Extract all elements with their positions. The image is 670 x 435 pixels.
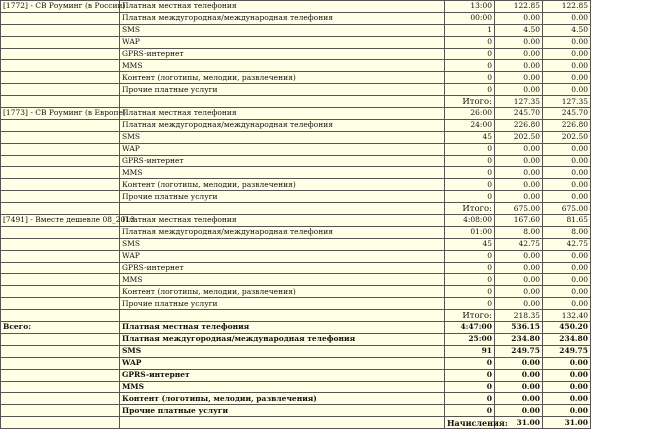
total-cell: 249.75: [543, 345, 591, 357]
total-cell: 0.00: [543, 179, 591, 191]
quantity-cell: 45: [445, 238, 495, 250]
quantity-cell: 13:00: [445, 1, 495, 13]
service-name-cell: MMS: [120, 60, 445, 72]
plan-name-cell: [1, 143, 120, 155]
table-row: [1, 72, 591, 84]
cost-cell: 245.70: [495, 108, 543, 120]
total-cell: 0.00: [543, 84, 591, 96]
plan-name-cell: [1, 226, 120, 238]
quantity-cell: 0: [445, 286, 495, 298]
total-cell: 0.00: [543, 143, 591, 155]
cost-cell: 0.00: [495, 179, 543, 191]
empty-cell: [1, 310, 120, 322]
quantity-cell: 0: [445, 262, 495, 274]
table-row: [1, 393, 591, 405]
total-cell: 0.00: [543, 60, 591, 72]
quantity-cell: 4:08:00: [445, 215, 495, 227]
table-row: [1, 12, 591, 24]
quantity-cell: 0: [445, 155, 495, 167]
cost-cell: 42.75: [495, 238, 543, 250]
service-name-cell: Контент (логотипы, мелодии, развлечения): [120, 179, 445, 191]
quantity-cell: 91: [445, 345, 495, 357]
quantity-cell: 0: [445, 191, 495, 203]
summary-label: Итого:: [445, 203, 495, 215]
service-name-cell: Прочие платные услуги: [120, 84, 445, 96]
quantity-cell: 0: [445, 36, 495, 48]
service-name-cell: WAP: [120, 250, 445, 262]
cost-cell: 0.00: [495, 155, 543, 167]
total-cell: 0.00: [543, 36, 591, 48]
table-row: [1, 250, 591, 262]
service-name-cell: SMS: [120, 238, 445, 250]
cost-cell: 0.00: [495, 262, 543, 274]
accrual-row: [1, 417, 591, 429]
total-cell: 0.00: [543, 12, 591, 24]
service-name-cell: GPRS-интернет: [120, 155, 445, 167]
table-row: [1, 60, 591, 72]
service-name-cell: Прочие платные услуги: [120, 298, 445, 310]
summary-cost: 31.00: [495, 417, 543, 429]
total-cell: 4.50: [543, 24, 591, 36]
total-cell: 0.00: [543, 286, 591, 298]
table-row: [1, 226, 591, 238]
total-cell: 81.65: [543, 215, 591, 227]
plan-name-cell: [1, 262, 120, 274]
total-cell: 0.00: [543, 405, 591, 417]
empty-cell: [120, 203, 445, 215]
service-name-cell: WAP: [120, 357, 445, 369]
plan-name-cell: [1, 72, 120, 84]
service-name-cell: SMS: [120, 24, 445, 36]
cost-cell: 0.00: [495, 381, 543, 393]
service-name-cell: Платная местная телефония: [120, 108, 445, 120]
summary-total: 127.35: [543, 96, 591, 108]
plan-name-cell: [1, 60, 120, 72]
quantity-cell: 0: [445, 143, 495, 155]
service-name-cell: Платная междугородная/международная телефония: [120, 12, 445, 24]
table-row: [1, 108, 591, 120]
service-name-cell: Платная междугородная/международная телефония: [120, 119, 445, 131]
plan-name-cell: Всего:: [1, 322, 120, 334]
table-row: [1, 262, 591, 274]
cost-cell: 0.00: [495, 36, 543, 48]
plan-name-cell: [1, 238, 120, 250]
quantity-cell: 0: [445, 298, 495, 310]
total-cell: 0.00: [543, 167, 591, 179]
subtotal-row: [1, 96, 591, 108]
table-row: [1, 298, 591, 310]
summary-label: Итого:: [445, 96, 495, 108]
plan-name-cell: [1, 345, 120, 357]
plan-name-cell: [1, 274, 120, 286]
quantity-cell: 24:00: [445, 119, 495, 131]
cost-cell: 249.75: [495, 345, 543, 357]
cost-cell: 0.00: [495, 72, 543, 84]
plan-name-cell: [1772] - СВ Роуминг (в России): [1, 1, 120, 13]
plan-name-cell: [1, 369, 120, 381]
summary-label: Итого:: [445, 310, 495, 322]
quantity-cell: 0: [445, 250, 495, 262]
quantity-cell: 0: [445, 167, 495, 179]
plan-name-cell: [1, 381, 120, 393]
cost-cell: 0.00: [495, 298, 543, 310]
plan-name-cell: [7491] - Вместе дешевле 08_2013: [1, 215, 120, 227]
quantity-cell: 0: [445, 357, 495, 369]
total-cell: 0.00: [543, 369, 591, 381]
total-cell: 226.80: [543, 119, 591, 131]
service-name-cell: Платная междугородная/международная телефония: [120, 333, 445, 345]
service-name-cell: MMS: [120, 381, 445, 393]
plan-name-cell: [1, 155, 120, 167]
table-row: [1, 322, 591, 334]
total-cell: 0.00: [543, 357, 591, 369]
service-name-cell: Прочие платные услуги: [120, 191, 445, 203]
quantity-cell: 0: [445, 48, 495, 60]
cost-cell: 0.00: [495, 405, 543, 417]
quantity-cell: 0: [445, 84, 495, 96]
cost-cell: 0.00: [495, 286, 543, 298]
summary-total: 675.00: [543, 203, 591, 215]
cost-cell: 0.00: [495, 191, 543, 203]
cost-cell: 0.00: [495, 369, 543, 381]
cost-cell: 0.00: [495, 393, 543, 405]
empty-cell: [120, 417, 445, 429]
table-row: [1, 191, 591, 203]
plan-name-cell: [1, 167, 120, 179]
table-row: [1, 369, 591, 381]
plan-name-cell: [1, 36, 120, 48]
plan-name-cell: [1, 357, 120, 369]
service-name-cell: Платная междугородная/международная телефония: [120, 226, 445, 238]
plan-name-cell: [1, 12, 120, 24]
cost-cell: 4.50: [495, 24, 543, 36]
summary-total: 31.00: [543, 417, 591, 429]
total-cell: 122.85: [543, 1, 591, 13]
plan-name-cell: [1, 298, 120, 310]
plan-name-cell: [1, 24, 120, 36]
table-row: [1, 48, 591, 60]
table-row: [1, 167, 591, 179]
plan-name-cell: [1, 250, 120, 262]
total-cell: 0.00: [543, 191, 591, 203]
cost-cell: 167.60: [495, 215, 543, 227]
cost-cell: 122.85: [495, 1, 543, 13]
service-name-cell: MMS: [120, 274, 445, 286]
table-row: [1, 345, 591, 357]
plan-name-cell: [1, 179, 120, 191]
subtotal-row: [1, 203, 591, 215]
table-row: [1, 131, 591, 143]
cost-cell: 0.00: [495, 250, 543, 262]
cost-cell: 0.00: [495, 357, 543, 369]
quantity-cell: 0: [445, 369, 495, 381]
plan-name-cell: [1, 84, 120, 96]
table-row: [1, 215, 591, 227]
plan-name-cell: [1, 393, 120, 405]
plan-name-cell: [1, 333, 120, 345]
service-name-cell: GPRS-интернет: [120, 262, 445, 274]
billing-table-body: [1, 1, 591, 429]
plan-name-cell: [1, 119, 120, 131]
cost-cell: 0.00: [495, 60, 543, 72]
quantity-cell: 00:00: [445, 12, 495, 24]
service-name-cell: Платная местная телефония: [120, 322, 445, 334]
summary-cost: 675.00: [495, 203, 543, 215]
service-name-cell: MMS: [120, 167, 445, 179]
total-cell: 0.00: [543, 72, 591, 84]
service-name-cell: Прочие платные услуги: [120, 405, 445, 417]
quantity-cell: 45: [445, 131, 495, 143]
table-row: [1, 179, 591, 191]
total-cell: 202.50: [543, 131, 591, 143]
total-cell: 0.00: [543, 298, 591, 310]
subtotal-row: [1, 310, 591, 322]
table-row: [1, 1, 591, 13]
service-name-cell: Контент (логотипы, мелодии, развлечения): [120, 72, 445, 84]
summary-total: 132.40: [543, 310, 591, 322]
empty-cell: [1, 417, 120, 429]
cost-cell: 0.00: [495, 143, 543, 155]
service-name-cell: Платная местная телефония: [120, 1, 445, 13]
quantity-cell: 0: [445, 381, 495, 393]
table-row: [1, 119, 591, 131]
table-row: [1, 238, 591, 250]
empty-cell: [120, 96, 445, 108]
plan-name-cell: [1, 131, 120, 143]
table-row: [1, 405, 591, 417]
cost-cell: 0.00: [495, 12, 543, 24]
total-cell: 8.00: [543, 226, 591, 238]
total-cell: 0.00: [543, 393, 591, 405]
quantity-cell: 1: [445, 24, 495, 36]
empty-cell: [1, 203, 120, 215]
cost-cell: 536.15: [495, 322, 543, 334]
total-cell: 0.00: [543, 250, 591, 262]
quantity-cell: 25:00: [445, 333, 495, 345]
total-cell: 42.75: [543, 238, 591, 250]
total-cell: 0.00: [543, 262, 591, 274]
service-name-cell: SMS: [120, 345, 445, 357]
plan-name-cell: [1, 48, 120, 60]
plan-name-cell: [1, 405, 120, 417]
cost-cell: 0.00: [495, 167, 543, 179]
service-name-cell: SMS: [120, 131, 445, 143]
total-cell: 245.70: [543, 108, 591, 120]
service-name-cell: Контент (логотипы, мелодии, развлечения): [120, 286, 445, 298]
service-name-cell: WAP: [120, 36, 445, 48]
total-cell: 450.20: [543, 322, 591, 334]
service-name-cell: WAP: [120, 143, 445, 155]
table-row: [1, 333, 591, 345]
empty-cell: [1, 96, 120, 108]
total-cell: 0.00: [543, 381, 591, 393]
plan-name-cell: [1, 286, 120, 298]
total-cell: 0.00: [543, 274, 591, 286]
cost-cell: 0.00: [495, 274, 543, 286]
service-name-cell: GPRS-интернет: [120, 369, 445, 381]
quantity-cell: 01:00: [445, 226, 495, 238]
table-row: [1, 143, 591, 155]
quantity-cell: 0: [445, 405, 495, 417]
summary-label: Начисления:: [445, 417, 495, 429]
cost-cell: 8.00: [495, 226, 543, 238]
table-row: [1, 286, 591, 298]
quantity-cell: 4:47:00: [445, 322, 495, 334]
table-row: [1, 84, 591, 96]
table-row: [1, 381, 591, 393]
cost-cell: 226.80: [495, 119, 543, 131]
summary-cost: 127.35: [495, 96, 543, 108]
total-cell: 0.00: [543, 48, 591, 60]
empty-cell: [120, 310, 445, 322]
quantity-cell: 0: [445, 60, 495, 72]
plan-name-cell: [1, 191, 120, 203]
total-cell: 0.00: [543, 155, 591, 167]
table-row: [1, 24, 591, 36]
table-row: [1, 274, 591, 286]
quantity-cell: 26:00: [445, 108, 495, 120]
summary-cost: 218.35: [495, 310, 543, 322]
service-name-cell: Платная местная телефония: [120, 215, 445, 227]
quantity-cell: 0: [445, 72, 495, 84]
cost-cell: 0.00: [495, 84, 543, 96]
table-row: [1, 155, 591, 167]
quantity-cell: 0: [445, 393, 495, 405]
total-cell: 234.80: [543, 333, 591, 345]
table-row: [1, 36, 591, 48]
service-name-cell: Контент (логотипы, мелодии, развлечения): [120, 393, 445, 405]
cost-cell: 202.50: [495, 131, 543, 143]
quantity-cell: 0: [445, 179, 495, 191]
plan-name-cell: [1773] - СВ Роуминг (в Европе): [1, 108, 120, 120]
cost-cell: 0.00: [495, 48, 543, 60]
cost-cell: 234.80: [495, 333, 543, 345]
service-name-cell: GPRS-интернет: [120, 48, 445, 60]
table-row: [1, 357, 591, 369]
quantity-cell: 0: [445, 274, 495, 286]
